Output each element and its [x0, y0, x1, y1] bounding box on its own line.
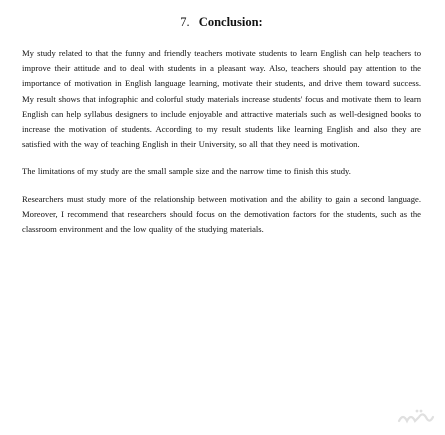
paragraph-limitations: The limitations of my study are the small sample size and the narrow time to finish this study. [22, 166, 351, 177]
watermark-dot [416, 410, 419, 413]
section-heading [22, 14, 421, 30]
mostaql-logo-watermark [397, 407, 435, 427]
section-title: Conclusion: [198, 15, 263, 29]
paragraph-recommendations: Researchers must study more of the relationship between motivation and the ability to gain a second language. Moreover, I recommend that researchers should focus on the demotivation factors for the students, such as the classroom environment and the low quality of the studying materials. [22, 193, 421, 235]
watermark-glyph [399, 414, 433, 421]
section-number: 7. [180, 15, 190, 29]
paragraph-conclusion: My study related to that the funny and friendly teachers motivate students to learn English can help teachers to improve their attitude and to deal with students in a pleasant way. Also, teachers should pay attention to the importance of motivation in English language learning, motivate their students, and drive them toward success. My result shows that infographic and colorful study materials increase students' focus and motivate them to learn English can help syllabus designers to include enjoyable and attractive materials such as well-designed books to increase the motivation of students. According to my result students like learning English and also they are satisfied with the way of teaching English in their University, so all that they need is motivation. [22, 48, 421, 150]
watermark-dot [420, 410, 423, 413]
